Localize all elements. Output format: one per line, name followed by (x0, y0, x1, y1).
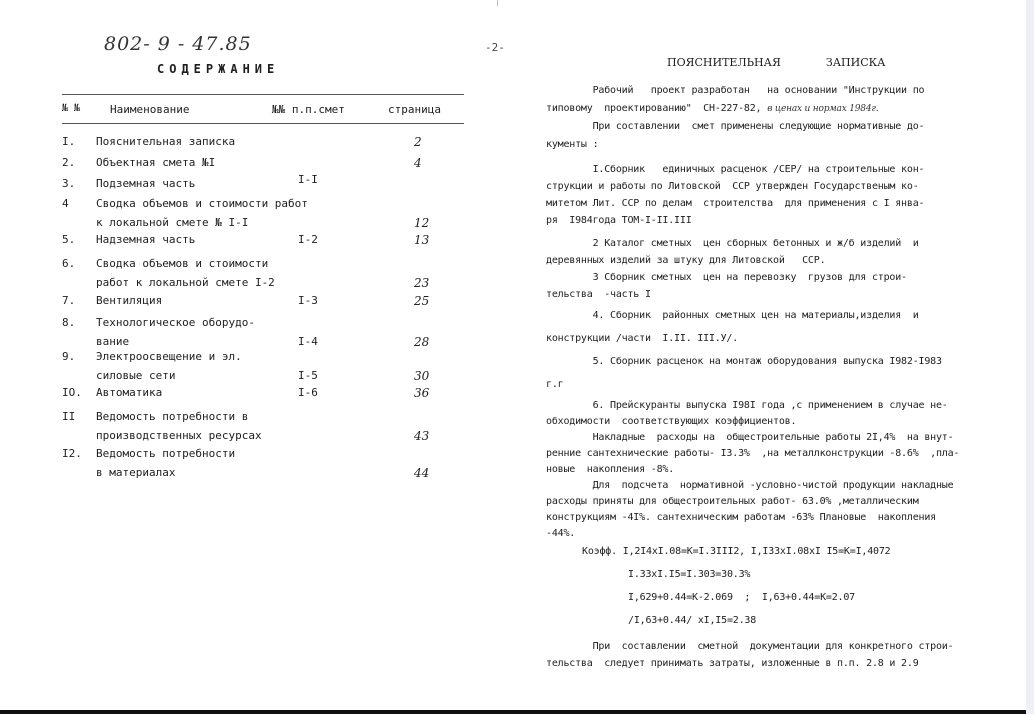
toc-row-page: 23 (414, 276, 430, 290)
header-estimate-no: №№ п.п.смет (272, 103, 345, 116)
toc-row-estimate-no: I-4 (298, 335, 318, 348)
toc-row-estimate-no: I-6 (298, 386, 318, 399)
toc-row-name: к локальной смете № I-I (96, 216, 249, 229)
handwritten-note: в ценах и нормах 1984г. (767, 104, 879, 114)
toc-row-name: Автоматика (96, 386, 163, 399)
toc-row-number: II (62, 410, 76, 423)
toc-row-number: IO. (62, 386, 82, 399)
text-line: г.г (546, 379, 564, 390)
scan-bottom-border (0, 710, 1026, 714)
coefficient-line: I,629+0.44=К-2.069 ; I,63+0.44=К=2.07 (628, 592, 855, 603)
toc-row-number: 5. (62, 233, 76, 246)
toc-row-estimate-no: I-I (298, 173, 318, 186)
text-line: 2 Каталог сметных цен сборных бетонных и ж/б изделий и (546, 238, 919, 249)
toc-row-page: 28 (414, 335, 430, 349)
toc-row-page: 43 (414, 429, 430, 443)
toc-row-name: Ведомость потребности в (96, 410, 249, 423)
toc-row-name: вание (96, 335, 130, 348)
toc-row-number: 4 (62, 197, 69, 210)
toc-row-name: Вентиляция (96, 294, 163, 307)
toc-row-page: 4 (414, 156, 422, 170)
text-line: 6. Прейскуранты выпуска I98I года ,с применением в случае не- (546, 400, 948, 411)
page-number: -2- (485, 41, 505, 54)
toc-row-estimate-no: I-3 (298, 294, 318, 307)
document-code-handwritten: 802- 9 - 47.85 (104, 33, 252, 55)
text-line: конструкции /части I.II. III.У/. (546, 333, 739, 344)
toc-row-name: Сводка объемов и стоимости работ (96, 197, 308, 210)
toc-row-page: 13 (414, 233, 430, 247)
toc-row-page: 2 (414, 135, 422, 149)
coefficient-line: Коэфф. I,2I4xI.08=К=I.3III2, I,I33xI.08xI I5=К=I,4072 (582, 546, 891, 557)
toc-row-name: Сводка объемов и стоимости (96, 257, 269, 270)
text-line: обходимости соответствующих коэффициентов. (546, 416, 797, 427)
text-line: струкции и работы по Литовской ССР утвержден Государственым ко- (546, 181, 919, 192)
header-name: Наименование (110, 103, 190, 116)
toc-title: СОДЕРЖАНИЕ (157, 62, 280, 76)
toc-row-name: Ведомость потребности (96, 447, 236, 460)
text-line: 3 Сборник сметных цен на перевозку грузов для строи- (546, 272, 907, 283)
toc-row-name: работ к локальной смете I-2 (96, 276, 275, 289)
toc-row-estimate-no: I-2 (298, 233, 318, 246)
toc-row-number: 2. (62, 156, 76, 169)
text-line: Накладные расходы на общестроительные работы 2I,4% на внут- (546, 432, 954, 443)
text-line: I.Сборник единичных расценок /СЕР/ на строительные кон- (546, 164, 925, 175)
text-line: митетом Лит. ССР по делам строителства для применения с I янва- (546, 198, 925, 209)
text-line: расходы приняты для общестроительных работ- 63.0% ,металлическим (546, 496, 919, 507)
header-page: страница (388, 103, 441, 116)
text-line: 4. Сборник районных сметных цен на материалы,изделия и (546, 310, 919, 321)
toc-row-name: Подземная часть (96, 177, 196, 190)
toc-row-name: Объектная смета №I (96, 156, 216, 169)
text-line: ря I984года ТОМ-I-II.III (546, 215, 692, 226)
note-title-word1: ПОЯСНИТЕЛЬНАЯ (667, 56, 781, 69)
text-line: тельства -часть I (546, 289, 651, 300)
note-title-word2: ЗАПИСКА (825, 56, 886, 69)
toc-row-name: Пояснительная записка (96, 135, 236, 148)
toc-row-number: 7. (62, 294, 76, 307)
text-line: новые накопления -8%. (546, 464, 675, 475)
toc-row-number: I. (62, 135, 76, 148)
scan-edge (1026, 0, 1034, 714)
coefficient-line: I.33xI.I5=I.303=30.3% (628, 569, 751, 580)
toc-row-number: 8. (62, 316, 76, 329)
text-line-part: типовому проектированию" СН-227-82, (546, 103, 762, 114)
toc-row-number: I2. (62, 447, 82, 460)
toc-row-page: 12 (414, 216, 430, 230)
coefficient-line: /I,63+0.44/ xI,I5=2.38 (628, 615, 757, 626)
toc-row-page: 36 (414, 386, 430, 400)
header-number: № № (62, 103, 81, 114)
text-line: -44%. (546, 528, 576, 539)
toc-row-name: силовые сети (96, 369, 176, 382)
text-line: деревянных изделий за штуку для Литовской ССР. (546, 255, 826, 266)
note-title (667, 56, 886, 69)
text-line: конструкциям -4I%. сантехническим работам -63% Плановые накопления (546, 512, 936, 523)
toc-row-number: 3. (62, 177, 76, 190)
text-line: ренние сантехнические работы- I3.3% ,на металлконструкции -8.6% ,пла- (546, 448, 960, 459)
table-top-rule (62, 94, 464, 95)
table-header-rule (62, 123, 464, 124)
toc-row-number: 9. (62, 350, 76, 363)
text-line: тельства следует принимать затраты, изложенные в п.п. 2.8 и 2.9 (546, 658, 919, 669)
text-line: Для подсчета нормативной -условно-чистой продукции накладные (546, 480, 954, 491)
toc-row-name: производственных ресурсах (96, 429, 262, 442)
toc-row-name: Технологическое оборудо- (96, 316, 255, 329)
text-line: При составлении сметной документации для конкретного строи- (546, 641, 954, 652)
text-line (546, 102, 878, 116)
text-line: При составлении смет применены следующие нормативные до- (546, 121, 925, 132)
toc-row-estimate-no: I-5 (298, 369, 318, 382)
text-line: кументы : (546, 139, 599, 150)
toc-row-name: Надземная часть (96, 233, 196, 246)
fold-mark (497, 0, 498, 6)
toc-row-name: в материалах (96, 466, 176, 479)
toc-row-name: Электроосвещение и эл. (96, 350, 242, 363)
toc-row-page: 44 (414, 466, 430, 480)
toc-row-page: 30 (414, 369, 430, 383)
toc-row-number: 6. (62, 257, 76, 270)
text-line: Рабочий проект разработан на основании "Инструкции по (546, 85, 925, 96)
text-line: 5. Сборник расценок на монтаж оборудования выпуска I982-I983 (546, 356, 942, 367)
toc-row-page: 25 (414, 294, 430, 308)
